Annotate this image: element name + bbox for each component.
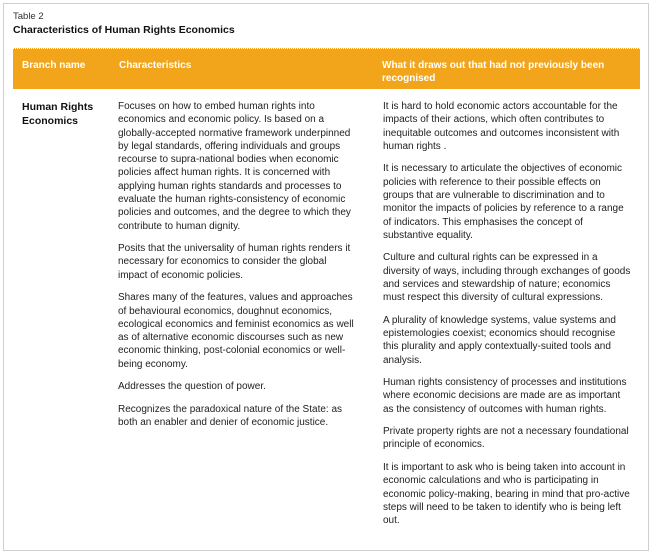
draws-out-paragraph: It is hard to hold economic actors accountable for the impacts of their actions, which often contributes to inequitable outcomes and outcomes inconsistent with human rights . bbox=[383, 101, 620, 152]
draws-out-paragraph: Culture and cultural rights can be expressed in a diversity of ways, including through exchanges of goods and services and stewardship of nature; economics must respect this diversity of cultural expressions. bbox=[383, 252, 631, 304]
table-header-row bbox=[13, 48, 640, 89]
branch-name-cell: Human Rights Economics bbox=[22, 101, 94, 127]
header-draws-out: What it draws out that had not previously been recognised bbox=[382, 60, 605, 84]
table-title: Characteristics of Human Rights Economics bbox=[13, 24, 235, 36]
table-label: Table 2 bbox=[13, 11, 44, 22]
header-branch-name: Branch name bbox=[22, 60, 86, 71]
draws-out-cell bbox=[383, 100, 633, 537]
draws-out-paragraph: It is important to ask who is being taken into account in economic calculations and who is participating in economic policy-making, bearing in mind that pro-active steps will need to be taken to identify who is being left out. bbox=[383, 461, 630, 527]
draws-out-paragraph: It is necessary to articulate the objectives of economic policies with reference to their possible effects on groups that are vulnerable to discrimination and to monitor the impacts of policies by reference to a range of indicators. This emphasises the concept of substantive equality. bbox=[383, 163, 624, 241]
draws-out-paragraph: A plurality of knowledge systems, value systems and epistemologies coexist; economics should recognise this plurality and apply contextually-suited tools and analysis. bbox=[383, 314, 616, 366]
characteristics-cell bbox=[118, 100, 354, 438]
draws-out-paragraph: Private property rights are not a necessary foundational principle of economics. bbox=[383, 426, 629, 451]
characteristics-paragraph: Posits that the universality of human rights renders it necessary for economics to consider the global impact of economic policies. bbox=[118, 243, 351, 281]
characteristics-paragraph: Addresses the question of power. bbox=[118, 381, 266, 393]
characteristics-paragraph: Shares many of the features, values and approaches of behavioural economics, doughnut economics, ecological economics and feminist economics as well as of alternative economic discourses such as new economic thinking, post-colonial economics or well-being economy. bbox=[118, 292, 354, 370]
header-characteristics: Characteristics bbox=[119, 60, 192, 71]
draws-out-paragraph: Human rights consistency of processes and institutions where economic decisions are made are as important as the consistency of outcomes with human rights. bbox=[383, 377, 627, 415]
characteristics-paragraph: Focuses on how to embed human rights into economics and economic policy. Is based on a globally-accepted normative framework underpinned by legal standards, offering individuals and groups recourse to supra-national bodies when economic policies affect human rights. It is concerned with applying human rights standards and processes to evaluate the human rights-consistency of economic policies and outcomes, and the degree to which they contribute to human dignity. bbox=[118, 101, 351, 232]
characteristics-paragraph: Recognizes the paradoxical nature of the State: as both an enabler and denier of economic justice. bbox=[118, 403, 343, 428]
